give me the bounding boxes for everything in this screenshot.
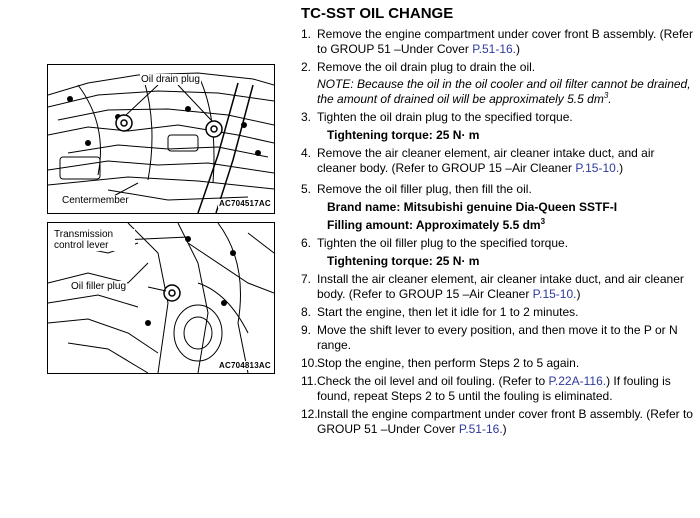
step-3 xyxy=(301,110,696,143)
filling-amount-text: Filling amount: Approximately 5.5 dm xyxy=(327,218,541,232)
step-number: 4. xyxy=(301,146,312,160)
step-number: 10. xyxy=(301,356,318,370)
filling-amount-spec xyxy=(317,218,696,233)
step-number: 3. xyxy=(301,110,312,124)
procedure-steps xyxy=(301,27,696,440)
reference-link[interactable]: P.51-16. xyxy=(472,42,517,56)
step-text: Move the shift lever to every position, and then move it to the P or N range. xyxy=(317,323,678,352)
figure-oil-filler-plug xyxy=(47,222,275,374)
step-text: Install the engine compartment under cover front B assembly. (Refer to GROUP 51 –Under Cover xyxy=(317,407,693,436)
step-2 xyxy=(301,60,696,107)
step-text: Check the oil level and oil fouling. (Refer to xyxy=(317,374,549,388)
note-superscript: 3 xyxy=(603,91,609,100)
step-text: Stop the engine, then perform Steps 2 to 5 again. xyxy=(317,356,580,370)
label-oil-filler-plug: Oil filler plug xyxy=(71,281,127,292)
step-number: 7. xyxy=(301,272,312,286)
brand-name-spec: Brand name: Mitsubishi genuine Dia-Queen SSTF-I xyxy=(327,200,618,214)
label-oil-drain-plug: Oil drain plug xyxy=(141,74,200,85)
step-text: Remove the air cleaner element, air cleaner intake duct, and air cleaner body. (Refer to GROUP 15 –Air Cleaner xyxy=(317,146,655,175)
step-note xyxy=(317,77,696,107)
step-text-tail: ) If fouling is found, repeat Steps 2 to 5 until the fouling is eliminated. xyxy=(317,374,671,403)
step-number: 6. xyxy=(301,236,312,250)
reference-link[interactable]: P.51-16. xyxy=(458,422,503,436)
figure-oil-drain-plug xyxy=(47,64,275,214)
step-7 xyxy=(301,272,696,302)
step-number: 9. xyxy=(301,323,312,337)
reference-link[interactable]: P.15-10. xyxy=(532,287,577,301)
figure-code: AC704813AC xyxy=(219,361,271,370)
step-number: 8. xyxy=(301,305,312,319)
step-text-tail: ) xyxy=(619,161,624,175)
step-number: 5. xyxy=(301,182,312,196)
step-6 xyxy=(301,236,696,269)
step-12 xyxy=(301,407,696,437)
figure-code: AC704517AC xyxy=(219,199,271,208)
step-number: 1. xyxy=(301,27,312,41)
step-number: 2. xyxy=(301,60,312,74)
step-number: 12. xyxy=(301,407,318,421)
step-text: Remove the engine compartment under cover front B assembly. (Refer to GROUP 51 –Under Cover xyxy=(317,27,693,56)
step-text: Remove the oil filler plug, then fill the oil. xyxy=(317,182,532,196)
step-1 xyxy=(301,27,696,57)
step-text: Tighten the oil drain plug to the specified torque. xyxy=(317,110,573,124)
step-5 xyxy=(301,182,696,233)
step-4 xyxy=(301,146,696,176)
step-11 xyxy=(301,374,696,404)
step-text: Install the air cleaner element, air cleaner intake duct, and air cleaner body. (Refer to GROUP 15 –Air Cleaner xyxy=(317,272,684,301)
step-10 xyxy=(301,356,696,371)
page-title: TC-SST OIL CHANGE xyxy=(301,5,454,22)
note-text: NOTE: Because the oil in the oil cooler and oil filter cannot be drained, the amount of drained oil will be approximately 5.5 dm xyxy=(317,77,691,106)
transmission-underside-drawing xyxy=(48,65,274,213)
step-number: 11. xyxy=(301,374,317,388)
step-text-tail: ) xyxy=(576,287,581,301)
note-tail: . xyxy=(608,92,612,106)
reference-link[interactable]: P.15-10. xyxy=(575,161,620,175)
torque-spec: Tightening torque: 25 N· m xyxy=(327,254,480,268)
step-text-tail: ) xyxy=(502,422,507,436)
reference-link[interactable]: P.22A-116. xyxy=(548,374,607,388)
label-centermember: Centermember xyxy=(62,195,129,206)
step-text: Start the engine, then let it idle for 1 to 2 minutes. xyxy=(317,305,579,319)
step-text: Tighten the oil filler plug to the specified torque. xyxy=(317,236,569,250)
step-text: Remove the oil drain plug to drain the oil. xyxy=(317,60,536,74)
step-9 xyxy=(301,323,696,353)
filling-amount-superscript: 3 xyxy=(540,217,546,226)
label-transmission-control-lever: Transmission control lever xyxy=(53,229,135,251)
step-8 xyxy=(301,305,696,320)
step-text-tail: ) xyxy=(516,42,521,56)
torque-spec: Tightening torque: 25 N· m xyxy=(327,128,480,142)
